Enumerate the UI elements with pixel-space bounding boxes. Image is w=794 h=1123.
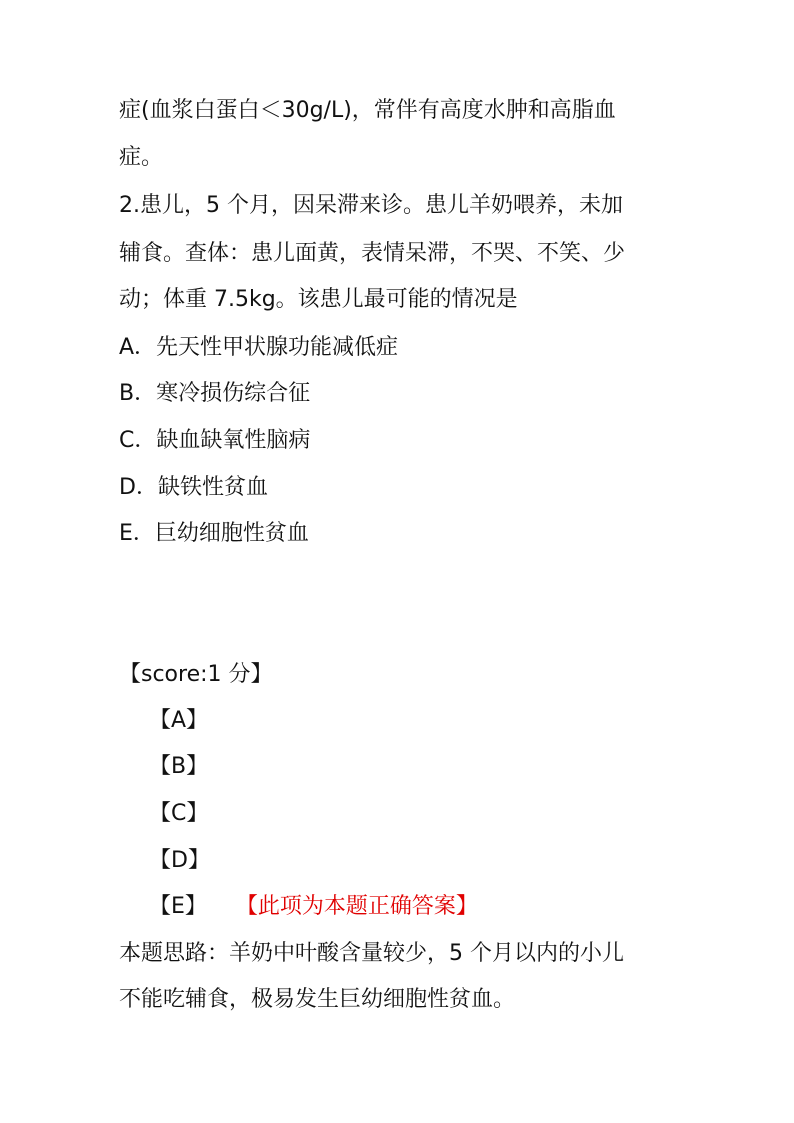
answer-choice-e-row <box>149 892 478 922</box>
question-stem-line-3: 动；体重 7.5kg。该患儿最可能的情况是 <box>119 287 518 312</box>
option-d: D．缺铁性贫血 <box>119 475 268 500</box>
correct-answer-note: 【此项为本题正确答案】 <box>246 894 478 919</box>
answer-choice-e: 【E】 <box>149 894 207 919</box>
explanation-line-2: 不能吃辅食，极易发生巨幼细胞性贫血。 <box>119 987 516 1012</box>
question-stem-line-2: 辅食。查体：患儿面黄，表情呆滞，不哭、不笑、少 <box>119 241 626 266</box>
answer-choice-d: 【D】 <box>149 848 210 873</box>
explanation-line-1: 本题思路：羊奶中叶酸含量较少，5 个月以内的小儿 <box>119 941 624 966</box>
answer-choice-a: 【A】 <box>149 708 209 733</box>
question-stem-line-1: 2.患儿，5 个月，因呆滞来诊。患儿羊奶喂养，未加 <box>119 193 623 218</box>
option-a: A．先天性甲状腺功能减低症 <box>119 335 399 360</box>
answer-choice-b: 【B】 <box>149 754 209 779</box>
answer-choice-c: 【C】 <box>149 801 209 826</box>
option-e: E．巨幼细胞性贫血 <box>119 521 309 546</box>
intro-line-2: 症。 <box>119 145 164 170</box>
intro-line-1: 症(血浆白蛋白＜30g/L)，常伴有高度水肿和高脂血 <box>119 98 616 123</box>
option-b: B．寒冷损伤综合征 <box>119 381 311 406</box>
option-c: C．缺血缺氧性脑病 <box>119 428 311 453</box>
score-label: 【score:1 分】 <box>119 662 273 687</box>
